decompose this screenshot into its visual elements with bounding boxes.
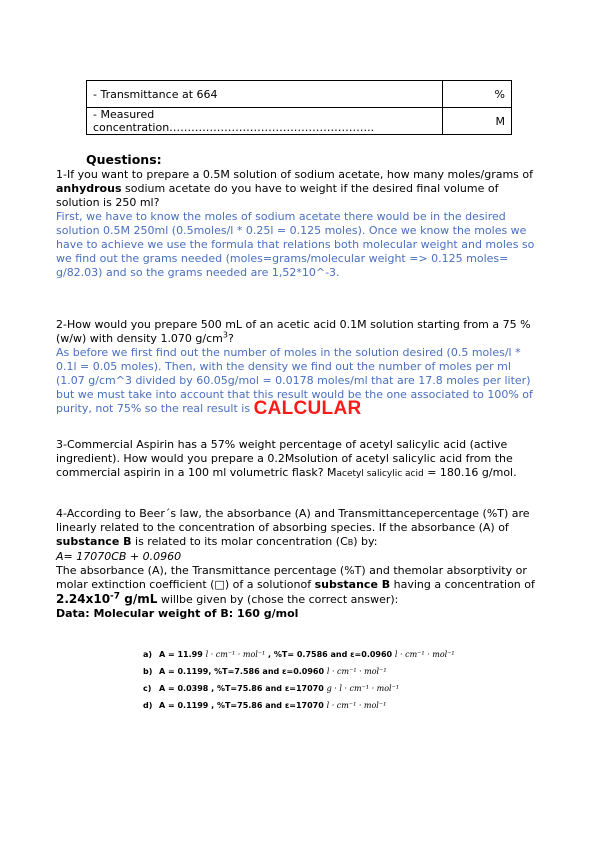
question-text: 4-According to Beer´s law, the absorbance (A) and Transmittancepercentage (%T) are linearly related to the concentration of absorbing species. If the absorbance (A) of — [56, 507, 530, 534]
option-d — [143, 697, 455, 714]
question-bold: substance B — [314, 578, 391, 591]
question-text: 1-If you want to prepare a 0.5M solution of sodium acetate, how many moles/grams of — [56, 168, 534, 181]
option-text: A = 0.1199, %T=7.586 and ε=0.0960 — [159, 667, 327, 676]
question-text: having a concentration of — [390, 578, 535, 591]
question-bold: substance B — [56, 535, 132, 548]
question-text: is related to its molar concentration (C — [131, 535, 348, 548]
question-text: ? — [227, 332, 234, 345]
subscript: B — [347, 538, 354, 547]
table-row — [87, 108, 512, 135]
volume-value: 100 ml — [187, 466, 227, 479]
option-text: A = 11.99 — [159, 650, 206, 659]
concentration-exponent: -7 — [110, 591, 121, 602]
answer-1-text: First, we have to know the moles of sodium acetate there would be in the desired solution 0.5M 250ml (0.5moles/l * 0.25l = 0.125 moles). Once we know the moles we have to achieve we use the formula that relations both molecular weight and moles so we find out the grams needed (moles=grams/molecular weight => 0.125 moles= g/82.03) and so the grams needed are 1,52*10^-3. — [56, 210, 535, 279]
option-letter: d) — [143, 701, 153, 710]
calcular-placeholder: CALCULAR — [253, 398, 362, 419]
option-units: l · cm⁻¹ · mol⁻¹ — [326, 667, 387, 676]
row-label: - Transmittance at 664 — [87, 81, 443, 108]
beer-equation: A= 17070CB + 0.0960 — [56, 550, 182, 563]
option-units: l · cm⁻¹ · mol⁻¹ — [205, 650, 266, 659]
option-c — [143, 680, 455, 697]
question-text: = 180.16 g/mol. — [423, 466, 517, 479]
measurement-table — [86, 80, 512, 135]
option-letter: b) — [143, 667, 153, 676]
question-text: ) by: — [353, 535, 378, 548]
answer-text: As before we first find out the number of moles in the solution desired (0.5 moles/l * 0.1l = 0.05 moles). Then, with the density we find out the number of moles per ml (1.07 g/cm^3 divided by 60.05g/mol = 0.0178 moles/ml that are 17.8 moles per liter) but we must take into account that this result would be the one associated to 100% of purity, not 75% so the real result is — [56, 346, 533, 415]
option-text: A = 0.0398 , %T=75.86 and ε=17070 — [159, 684, 327, 693]
question-4 — [56, 507, 536, 621]
question-text: sodium acetate do you have to weight if the desired final volume of solution is 250 ml? — [56, 182, 499, 209]
table-row — [87, 81, 512, 108]
question-3 — [56, 438, 536, 481]
row-unit: % — [443, 81, 512, 108]
question-2 — [56, 318, 536, 419]
subscript-text: acetyl salicylic acid — [336, 469, 424, 479]
option-text: A = 0.1199 , %T=75.86 and ε=17070 — [159, 701, 327, 710]
question-4-body — [56, 564, 536, 607]
question-3-text — [56, 438, 536, 481]
question-text: willbe given by (chose the correct answer): — [157, 593, 399, 606]
question-text: The absorbance (A), the Transmittance percentage (%T) and themolar absorptivity or molar extinction coefficient (□) of a solutionof — [56, 564, 527, 591]
answer-options — [143, 646, 455, 714]
superscript: 3 — [222, 330, 228, 340]
option-units: l · cm⁻¹ · mol⁻¹ — [394, 650, 455, 659]
question-1-text — [56, 168, 536, 210]
option-units: l · cm⁻¹ · mol⁻¹ — [326, 701, 387, 710]
question-text: volumetric flask? M — [226, 466, 337, 479]
question-text: 2-How would you prepare 500 mL of an acetic acid 0.1M solution starting from a 75 % (w/w) with density 1.070 g/cm — [56, 318, 531, 345]
option-units: g · l · cm⁻¹ · mol⁻¹ — [326, 684, 400, 693]
question-4-intro — [56, 507, 536, 550]
option-b — [143, 663, 455, 680]
option-text: , %T= 0.7586 and ε=0.0960 — [265, 650, 395, 659]
question-text: 3-Commercial Aspirin has a 57% weight percentage of acetyl salicylic acid (active ingredient). How would you prepare a 0.2Msolution of acetyl salicylic acid from the commercial aspirin in a — [56, 438, 513, 479]
concentration-unit: g/mL — [120, 592, 158, 606]
question-bold: anhydrous — [56, 182, 122, 195]
option-letter: c) — [143, 684, 152, 693]
option-a — [143, 646, 455, 663]
question-1 — [56, 168, 536, 280]
concentration-value: 2.24x10 — [56, 592, 111, 606]
answer-2-text — [56, 346, 536, 419]
row-label: - Measured concentration……………………………………………….. — [87, 108, 443, 135]
row-unit: M — [443, 108, 512, 135]
option-letter: a) — [143, 650, 153, 659]
data-line: Data: Molecular weight of B: 160 g/mol — [56, 607, 299, 620]
questions-heading: Questions: — [86, 152, 162, 167]
question-2-text — [56, 318, 536, 346]
